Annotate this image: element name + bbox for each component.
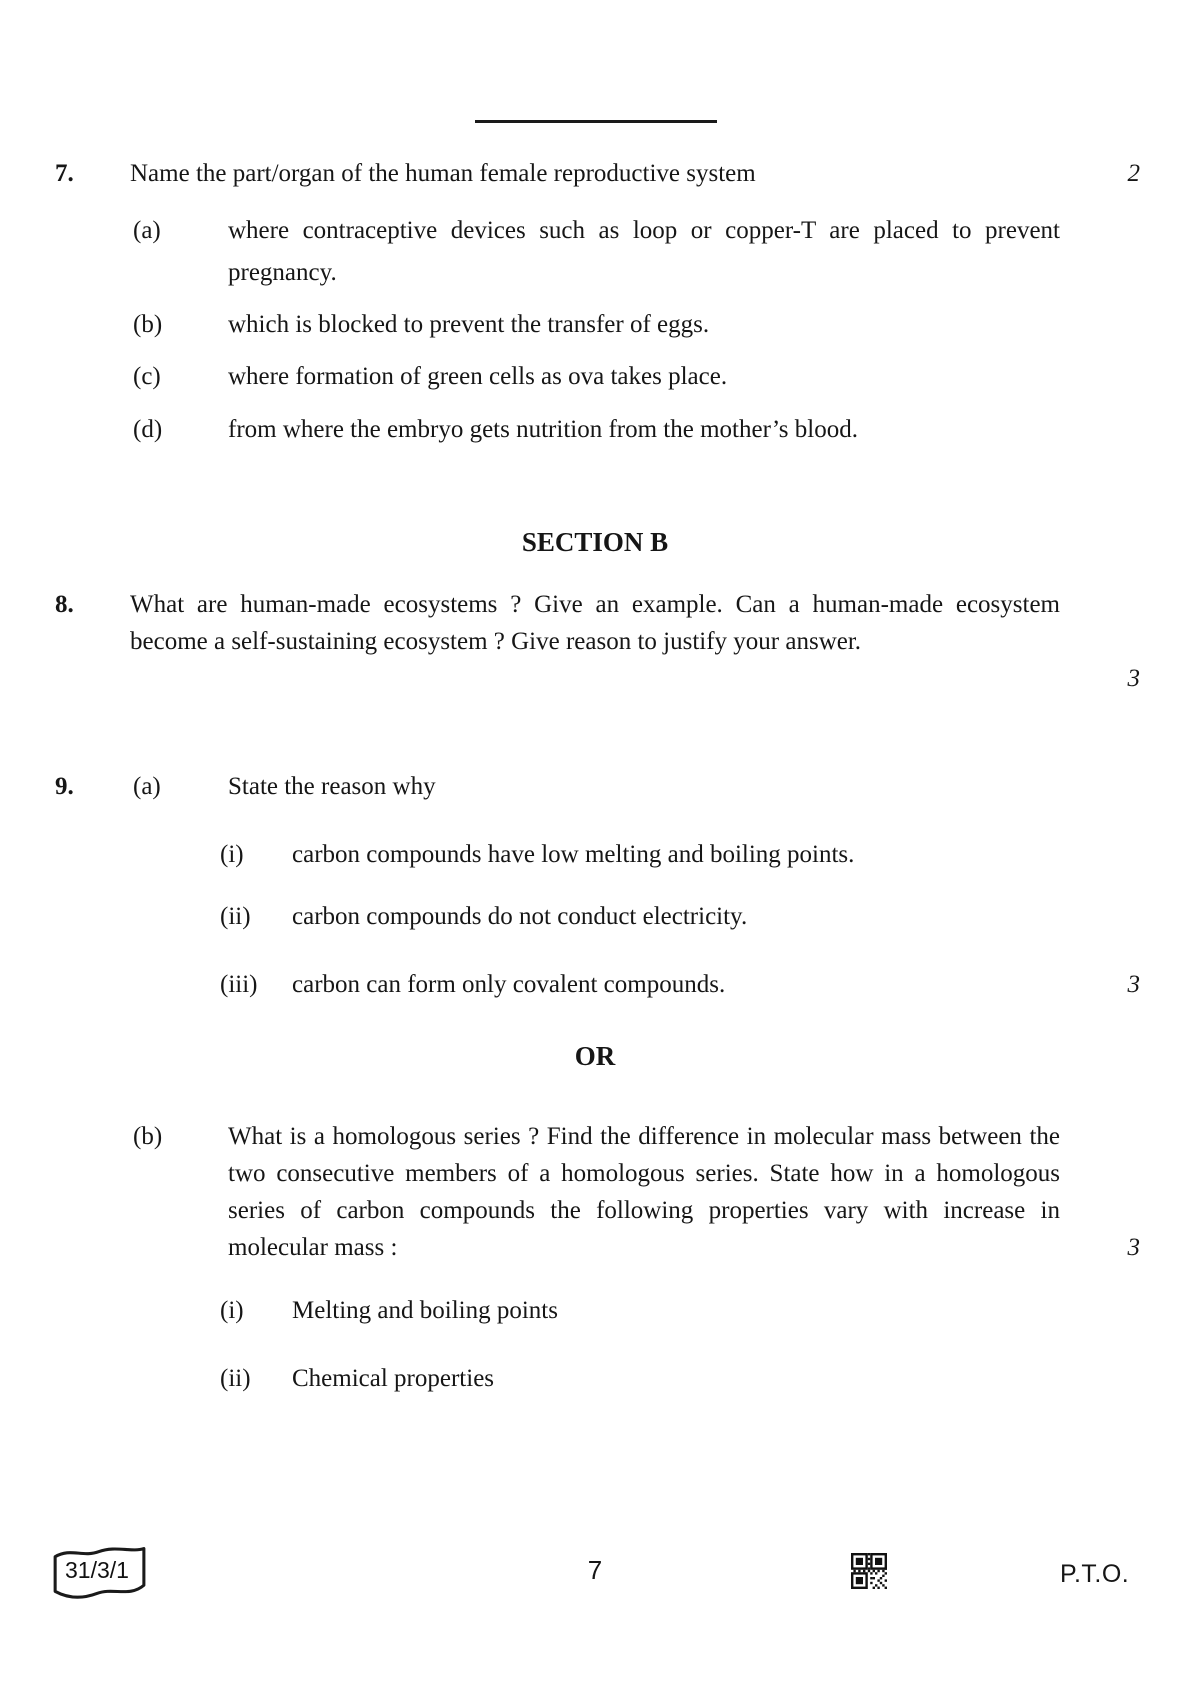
item-ii-label: (ii) [220,903,251,930]
item-ii-label: (ii) [220,1365,251,1392]
separator-line [475,120,717,123]
part-a-text: where contraceptive devices such as loop or copper-T are placed to prevent pregnancy. [228,217,1060,286]
item-i-text: carbon compounds have low melting and boiling points. [292,841,855,868]
question-9-number: 9. [55,773,74,800]
pto-label: P.T.O. [1060,1560,1130,1588]
part-a-label: (a) [133,217,161,244]
part-d-text: from where the embryo gets nutrition from the mother’s blood. [228,416,858,443]
part-a-text: State the reason why [228,773,436,800]
part-b-label: (b) [133,1123,163,1150]
paper-code: 31/3/1 [65,1557,129,1583]
item-i-text: Melting and boiling points [292,1297,558,1324]
item-i-label: (i) [220,841,244,868]
question-8-marks: 3 [1127,665,1140,692]
item-ii-text: Chemical properties [292,1365,495,1392]
part-c-label: (c) [133,363,161,390]
part-c-text: where formation of green cells as ova takes place. [228,363,728,390]
question-8-number: 8. [55,591,74,618]
section-b-heading: SECTION B [521,527,669,557]
page-number: 7 [587,1555,603,1585]
question-8-text: What are human-made ecosystems ? Give an example. Can a human-made ecosystem become a self-sustaining ecosystem ? Give reason to justify your answer. [130,591,1060,655]
question-7-text: Name the part/organ of the human female reproductive system [130,160,756,187]
item-iii-label: (iii) [220,971,258,998]
question-9a-marks: 3 [1127,971,1140,998]
item-iii-text: carbon can form only covalent compounds. [292,971,726,998]
or-heading: OR [574,1041,616,1071]
part-b-text: which is blocked to prevent the transfer of eggs. [228,311,710,338]
question-9b-marks: 3 [1127,1234,1140,1261]
item-i-label: (i) [220,1297,244,1324]
question-7-marks: 2 [1127,160,1140,187]
part-a-label: (a) [133,773,161,800]
part-b-text: What is a homologous series ? Find the difference in molecular mass between the two consecutive members of a homologous series. State how in a homologous series of carbon compounds the following properties vary with increase in molecular mass : [228,1123,1060,1261]
part-d-label: (d) [133,416,163,443]
qr-code-icon [851,1553,887,1589]
item-ii-text: carbon compounds do not conduct electricity. [292,903,748,930]
question-7-number: 7. [55,160,74,187]
part-b-label: (b) [133,311,163,338]
